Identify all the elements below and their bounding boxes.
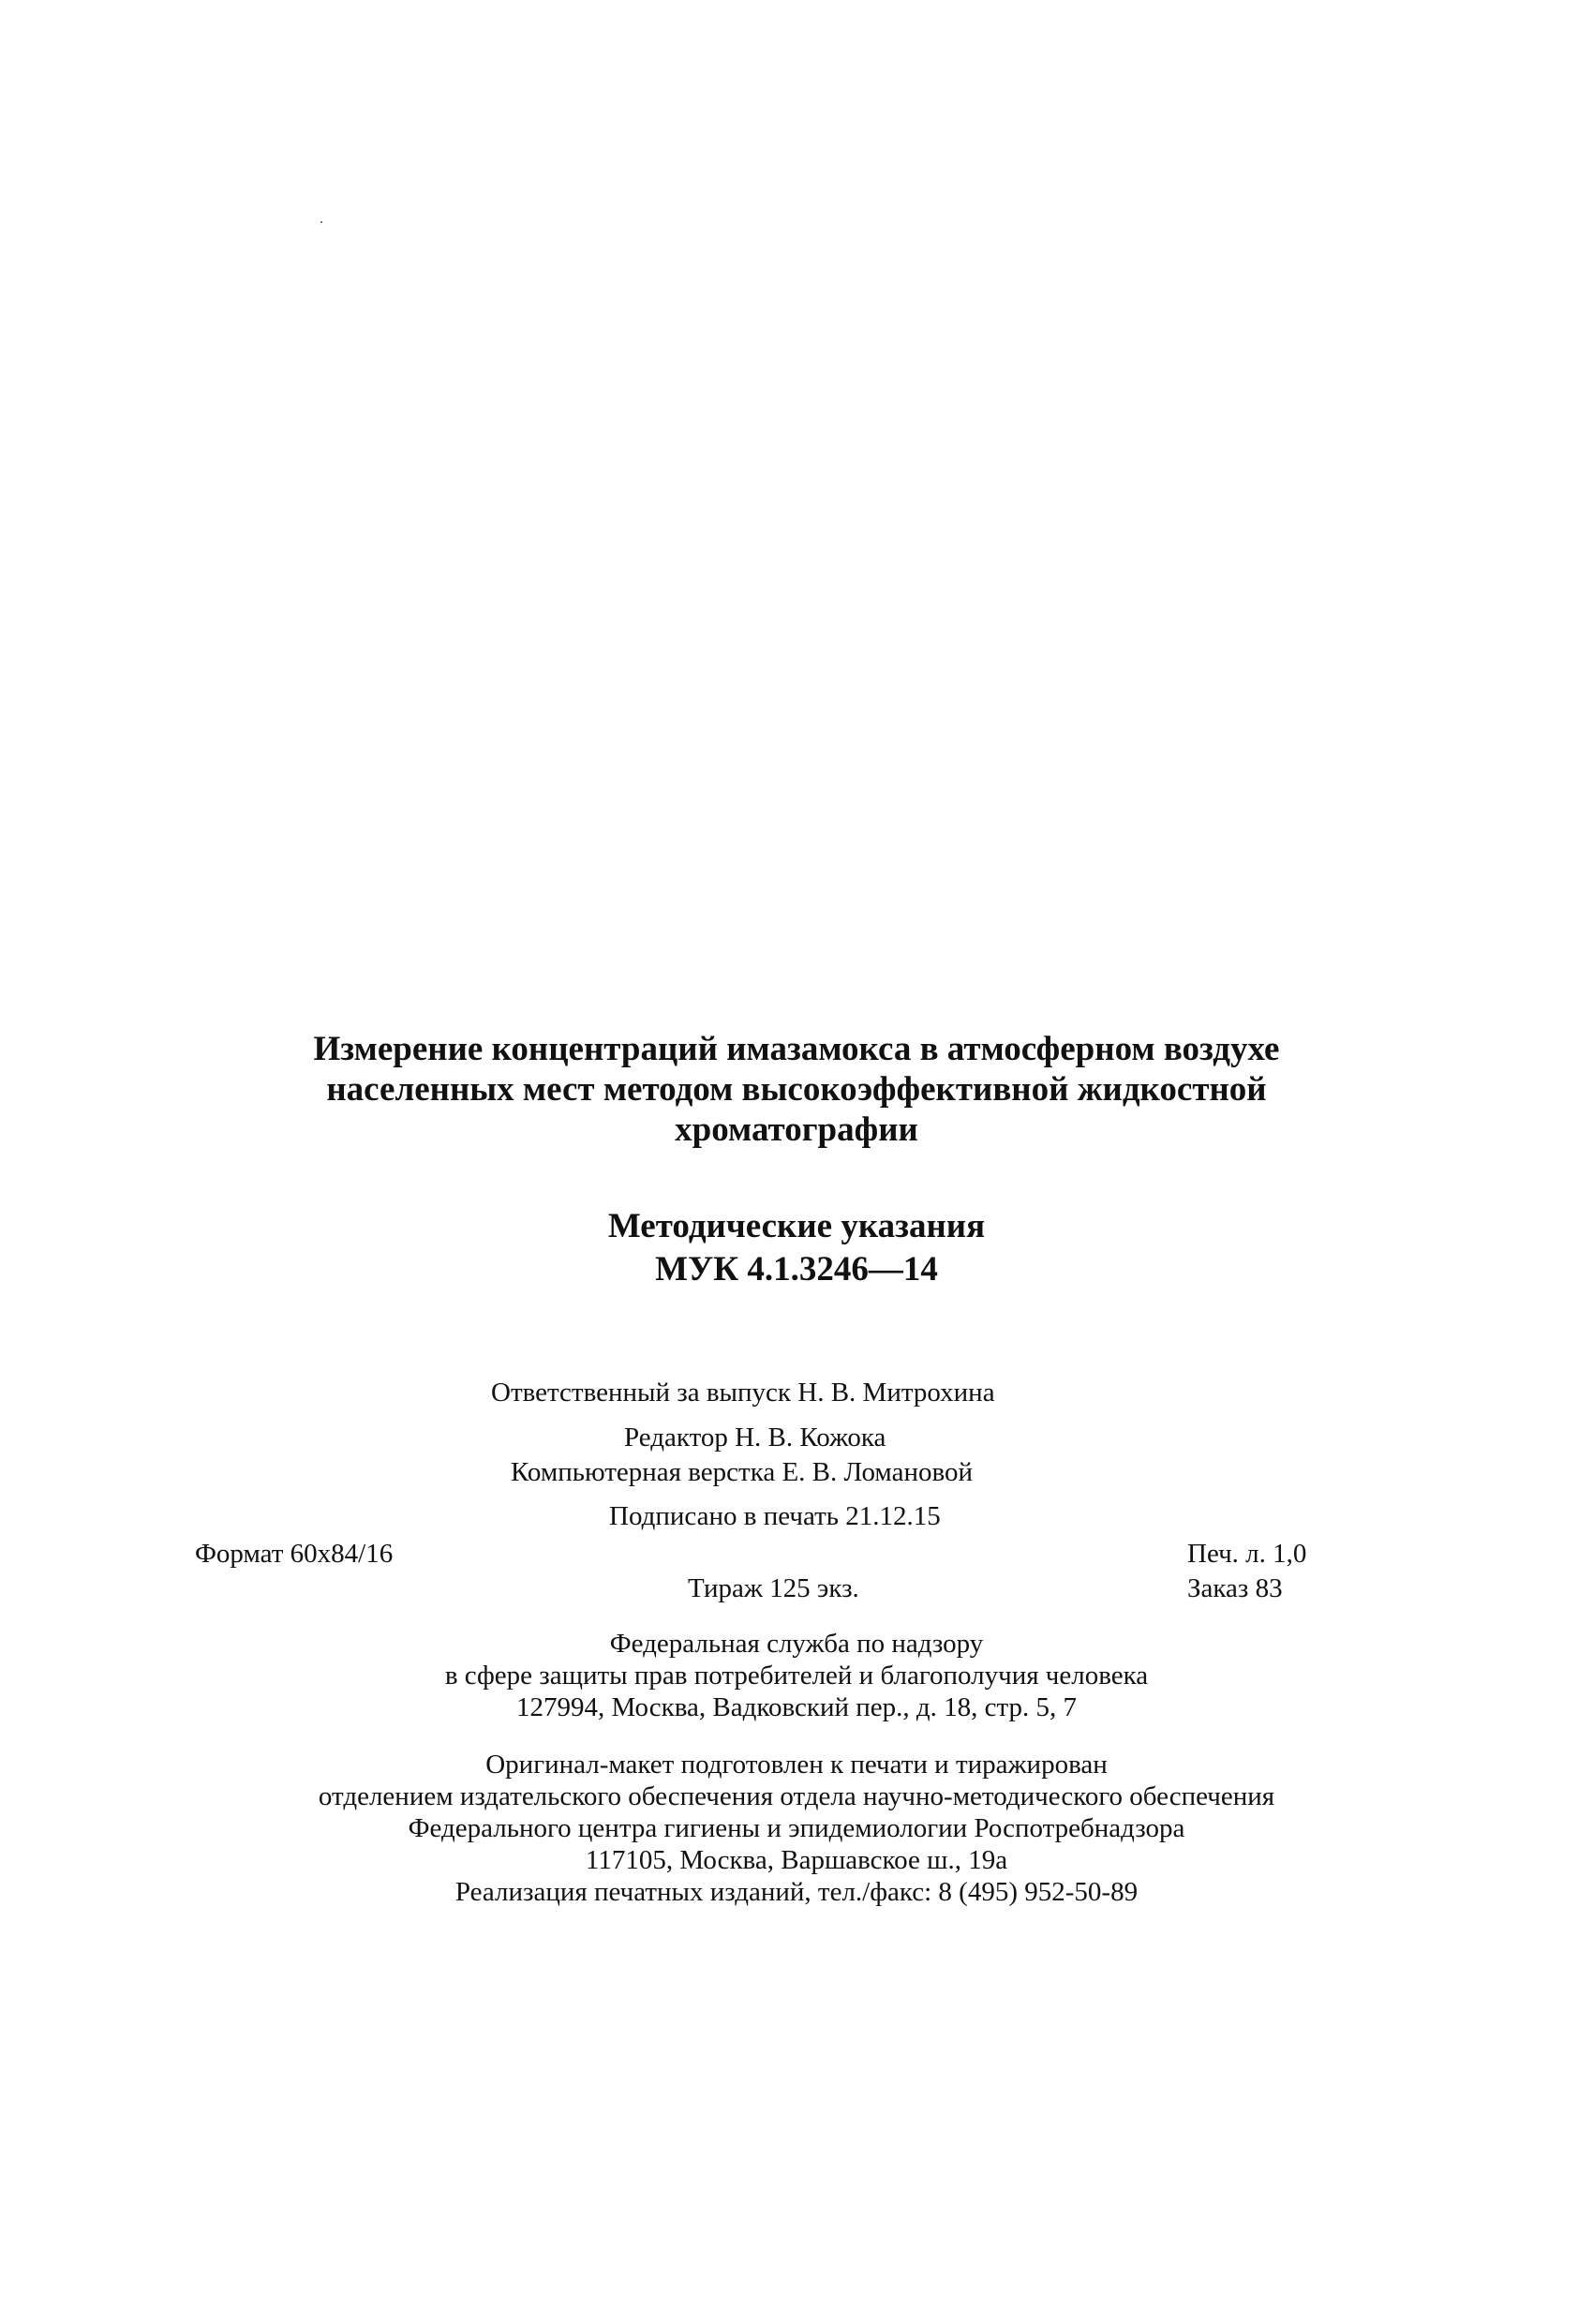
document-kind	[187, 1205, 1406, 1291]
publisher-address: 127994, Москва, Вадковский пер., д. 18, стр. 5, 7	[515, 1692, 1078, 1722]
paper-format: Формат 60x84/16	[195, 1539, 394, 1569]
title-line-2: населенных мест методом высокоэффективной жидкостной	[326, 1070, 1267, 1109]
responsible-person: Ответственный за выпуск Н. В. Митрохина	[491, 1378, 995, 1408]
publisher-line-2: в сфере защиты прав потребителей и благополучия человека	[444, 1661, 1149, 1691]
publisher-line-1: Федеральная служба по надзору	[609, 1629, 984, 1659]
original-layout-address: 117105, Москва, Варшавское ш., 19а	[585, 1845, 1008, 1875]
document-title	[187, 1029, 1406, 1150]
printed-sheets: Печ. л. 1,0	[1187, 1539, 1307, 1569]
document-kind-name: Методические указания	[607, 1207, 986, 1245]
scan-speck	[320, 221, 322, 223]
print-run: Тираж 125 экз.	[688, 1573, 859, 1603]
original-layout-line-2: отделением издательского обеспечения отдела научно-методического обеспечения	[318, 1781, 1275, 1811]
order-number: Заказ 83	[1187, 1573, 1283, 1603]
original-layout-line-3: Федерального центра гигиены и эпидемиологии Роспотребнадзора	[408, 1813, 1185, 1843]
title-line-1: Измерение концентраций имазамокса в атмосферном воздухе	[313, 1030, 1280, 1068]
document-code: МУК 4.1.3246—14	[655, 1250, 938, 1289]
original-layout-line-1: Оригинал-макет подготовлен к печати и тиражирован	[485, 1750, 1108, 1780]
editor: Редактор Н. В. Кожока	[624, 1423, 886, 1452]
title-line-3: хроматографии	[675, 1110, 918, 1149]
signed-to-print: Подписано в печать 21.12.15	[609, 1501, 941, 1531]
sales-contact: Реализация печатных изданий, тел./факс: 8 (495) 952-50-89	[454, 1877, 1139, 1907]
computer-layout: Компьютерная верстка Е. В. Ломановой	[511, 1457, 973, 1487]
